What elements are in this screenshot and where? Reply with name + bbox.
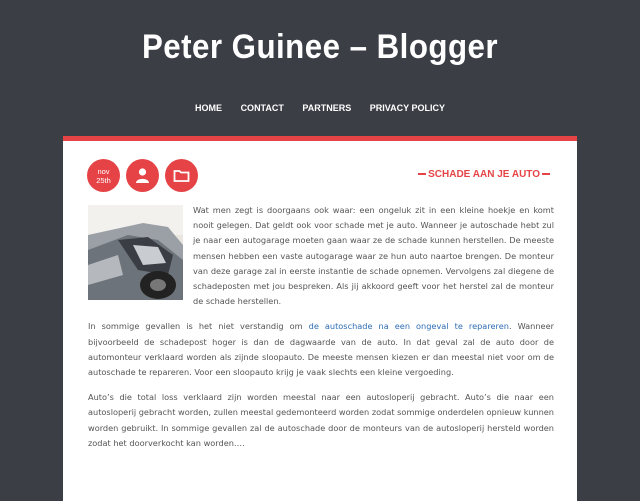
- post-date-month: nov: [97, 167, 110, 176]
- post-title-text: SCHADE AAN JE AUTO: [428, 169, 540, 180]
- title-dash-left: [418, 173, 426, 175]
- nav-partners[interactable]: PARTNERS: [302, 103, 352, 113]
- paragraph-2-end: . Wanneer bijvoorbeeld de schadepost hoger is dan de dagwaarde van de auto. In dat geval zal de auto door de automonteur verklaard worden als zijnde sloopauto. De meeste mensen kiezen er dan meestal niet voor om de autoschade te repareren. Voor een sloopauto krijg je vaak slechts een kleine vergoeding.: [88, 321, 554, 378]
- post-title[interactable]: [416, 169, 552, 180]
- autoschade-link[interactable]: de autoschade na een ongeval te repareren: [308, 321, 509, 332]
- post-date-badge[interactable]: [87, 159, 120, 192]
- paragraph-1: Wat men zegt is doorgaans ook waar: een ongeluk zit in een kleine hoekje en komt nooit gelegen. Dat geldt ook voor schade met je auto. Wanneer je autoschade hebt zul je naar een autogarage moeten gaan waar ze de schade kunnen herstellen. De meeste mensen hebben een vaste autogarage waar ze hun auto naartoe brengen. De monteur van deze garage zal in eerste instantie de schade opnemen. Vervolgens zal diegene de schadeposten met jou bespreken. Als jij akkoord geeft voor het herstel zal de monteur de schade herstellen.: [193, 205, 554, 307]
- post-thumbnail: [88, 205, 183, 300]
- author-button[interactable]: [126, 159, 159, 192]
- site-title[interactable]: Peter Guinee – Blogger: [141, 28, 499, 66]
- post-content: [88, 203, 554, 461]
- category-button[interactable]: [165, 159, 198, 192]
- user-icon: [134, 167, 151, 184]
- folder-icon: [173, 167, 190, 184]
- nav-privacy-policy[interactable]: PRIVACY POLICY: [369, 103, 445, 113]
- paragraph-3: Auto’s die total loss verklaard zijn worden meestal naar een autosloperij gebracht. Auto’s die naar een autosloperij gebracht worden, zullen meestal gedemonteerd worden zodat sommige onderdelen opnieuw kunnen worden gebruikt. In sommige gevallen zal de autoschade door de monteurs van de autosloperij hersteld worden zodat het doorverkocht kan worden….: [88, 392, 554, 448]
- nav-home[interactable]: HOME: [195, 103, 223, 113]
- paragraph-2-start: In sommige gevallen is het niet verstandig om: [88, 321, 309, 332]
- damaged-car-image: [88, 205, 183, 300]
- main-nav: [0, 103, 640, 113]
- title-dash-right: [542, 173, 550, 175]
- paragraph-2: [88, 319, 554, 380]
- nav-contact[interactable]: CONTACT: [240, 103, 284, 113]
- post-date-day: 25th: [96, 176, 111, 185]
- post-card: [63, 136, 577, 501]
